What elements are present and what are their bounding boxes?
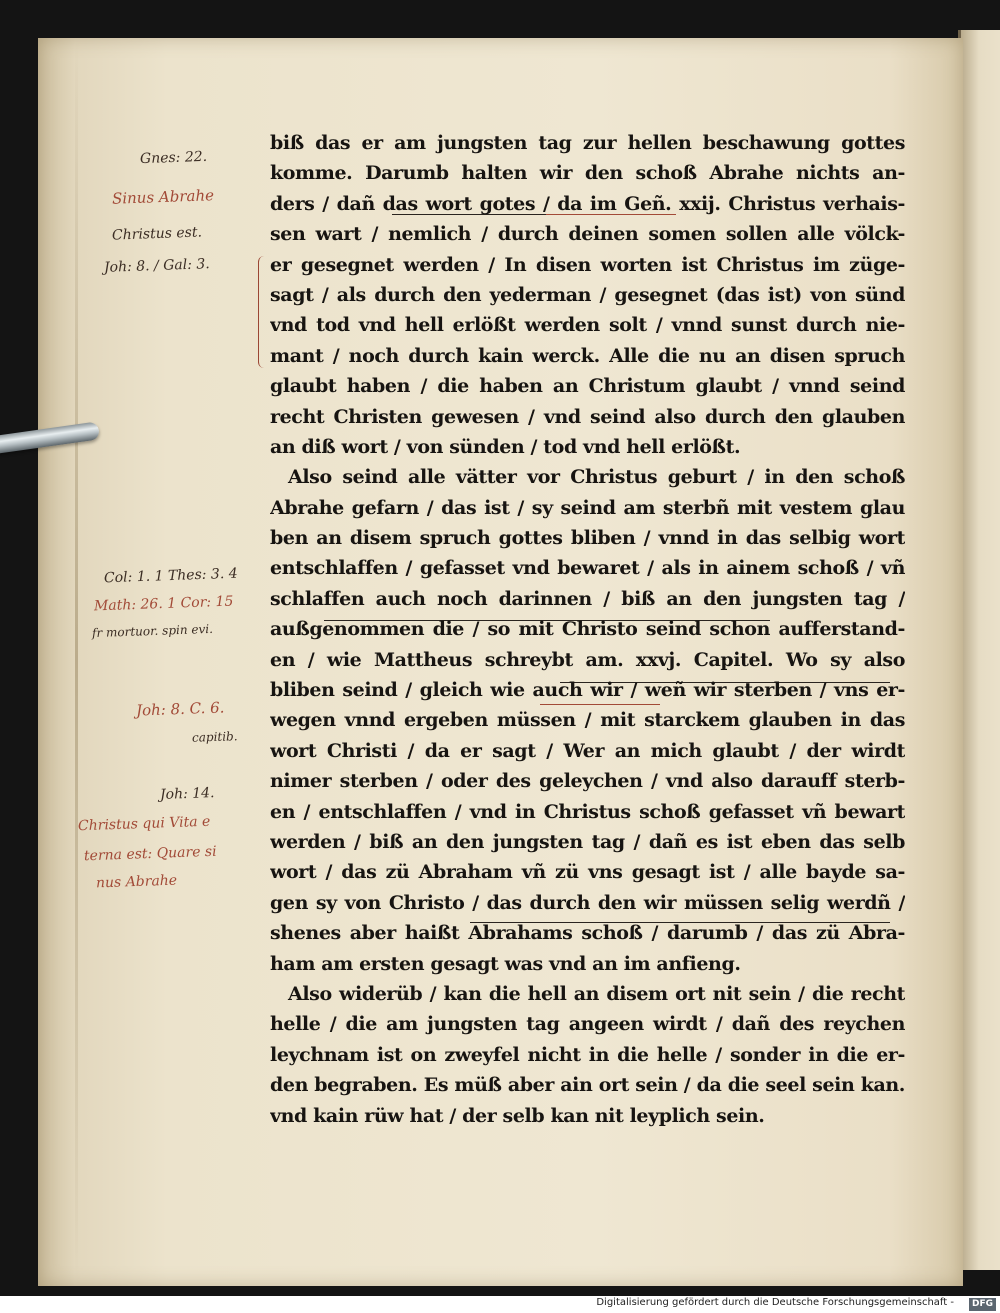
text-line: leychnam ist on zweyfel nicht in die helle / sonder in die er- bbox=[270, 1043, 905, 1066]
margin-note: Christus est. bbox=[111, 224, 203, 244]
text-line: den begraben. Es müß aber ain ort sein / da die seel sein kan. bbox=[270, 1074, 905, 1097]
text-line: biß das er am jungsten tag zur hellen beschawung gottes bbox=[270, 132, 905, 154]
margin-note: capitib. bbox=[191, 729, 238, 745]
dfg-logo: DFG bbox=[969, 1298, 996, 1311]
text-line: en / wie Mattheus schreybt am. xxvj. Capitel. Wo sy also bbox=[270, 648, 905, 671]
text-line: außgenommen die / so mit Christo seind schon aufferstand- bbox=[270, 618, 905, 641]
margin-note: Gnes: 22. bbox=[139, 148, 208, 168]
text-line: entschlaffen / gefasset vnd bewaret / als in ainem schoß / vñ bbox=[270, 557, 905, 580]
text-line: gen sy von Christo / das durch den wir müssen selig werdñ / bbox=[270, 891, 905, 914]
margin-note: Joh: 8. / Gal: 3. bbox=[103, 256, 210, 276]
margin-note: Math: 26. 1 Cor: 15 bbox=[93, 593, 234, 615]
text-line: helle / die am jungsten tag angeen wirdt / dañ des reychen bbox=[270, 1013, 905, 1036]
next-page-edge bbox=[958, 30, 1000, 1270]
text-line: glaubt haben / die haben an Christum glaubt / vnnd seind bbox=[270, 375, 905, 398]
text-line: sen wart / nemlich / durch deinen somen sollen alle völck- bbox=[270, 223, 905, 246]
text-line: en / entschlaffen / vnd in Christus schoß gefasset vñ bewart bbox=[270, 800, 905, 823]
margin-note: Sinus Abrahe bbox=[111, 186, 215, 208]
margin-note: fr mortuor. spin evi. bbox=[91, 621, 214, 641]
text-line: er gesegnet werden / In disen worten ist Christus im züge- bbox=[270, 253, 905, 276]
text-line: recht Christen gewesen / vnd seind also durch den glauben bbox=[270, 405, 905, 428]
text-line: Abrahe gefarn / das ist / sy seind am sterbñ mit vestem glau bbox=[270, 496, 905, 519]
text-line: vnd tod vnd hell erlößt werden solt / vnnd sunst durch nie- bbox=[270, 314, 905, 337]
margin-note: nus Abrahe bbox=[95, 872, 178, 892]
marginal-notes bbox=[0, 0, 270, 1296]
text-line: ben an disem spruch gottes bliben / vnnd in das selbig wort bbox=[270, 527, 905, 550]
text-line: bliben seind / gleich wie auch wir / weñ wir sterben / vns er- bbox=[270, 679, 905, 702]
text-line: shenes aber haißt Abrahams schoß / darumb / das zü Abra- bbox=[270, 922, 905, 945]
body-text bbox=[270, 128, 905, 1131]
margin-note: terna est: Quare si bbox=[83, 843, 217, 865]
text-line: wort / das zü Abraham vñ zü vns gesagt ist / alle bayde sa- bbox=[270, 861, 905, 884]
text-line: Also seind alle vätter vor Christus geburt / in den schoß bbox=[288, 466, 905, 489]
text-line: mant / noch durch kain werck. Alle die nu an disen spruch bbox=[270, 344, 905, 367]
margin-note: Christus qui Vita e bbox=[77, 813, 211, 835]
text-line: vnd kain rüw hat / der selb kan nit leyplich sein. bbox=[270, 1104, 765, 1127]
margin-note: Col: 1. 1 Thes: 3. 4 bbox=[103, 565, 238, 587]
text-line: ders / dañ das wort gotes / da im Geñ. xxij. Christus verhais- bbox=[270, 192, 905, 215]
text-line: ham am ersten gesagt was vnd an im anfieng. bbox=[270, 952, 741, 975]
text-line: Also widerüb / kan die hell an disem ort nit sein / die recht bbox=[288, 982, 905, 1005]
text-line: wegen vnnd ergeben müssen / mit starckem glauben in das bbox=[270, 709, 905, 732]
text-line: nimer sterben / oder des geleychen / vnd also darauff sterb- bbox=[270, 770, 905, 793]
margin-note: Joh: 14. bbox=[159, 785, 215, 803]
text-line: komme. Darumb halten wir den schoß Abrahe nichts an- bbox=[270, 162, 905, 185]
text-line: sagt / als durch den yederman / gesegnet (das ist) von sünd bbox=[270, 283, 905, 306]
footer-bar bbox=[0, 1296, 1000, 1313]
text-line: an diß wort / von sünden / tod vnd hell erlößt. bbox=[270, 435, 741, 458]
footer-credit: Digitalisierung gefördert durch die Deutsche Forschungsgemeinschaft - bbox=[596, 1297, 954, 1308]
margin-note: Joh: 8. C. 6. bbox=[135, 698, 225, 720]
text-line: schlaffen auch noch darinnen / biß an den jungsten tag / bbox=[270, 587, 905, 610]
text-line: wort Christi / da er sagt / Wer an mich glaubt / der wirdt bbox=[270, 739, 905, 762]
text-line: werden / biß an den jungsten tag / dañ es ist eben das selb bbox=[270, 830, 905, 853]
margin-bracket bbox=[258, 256, 267, 368]
